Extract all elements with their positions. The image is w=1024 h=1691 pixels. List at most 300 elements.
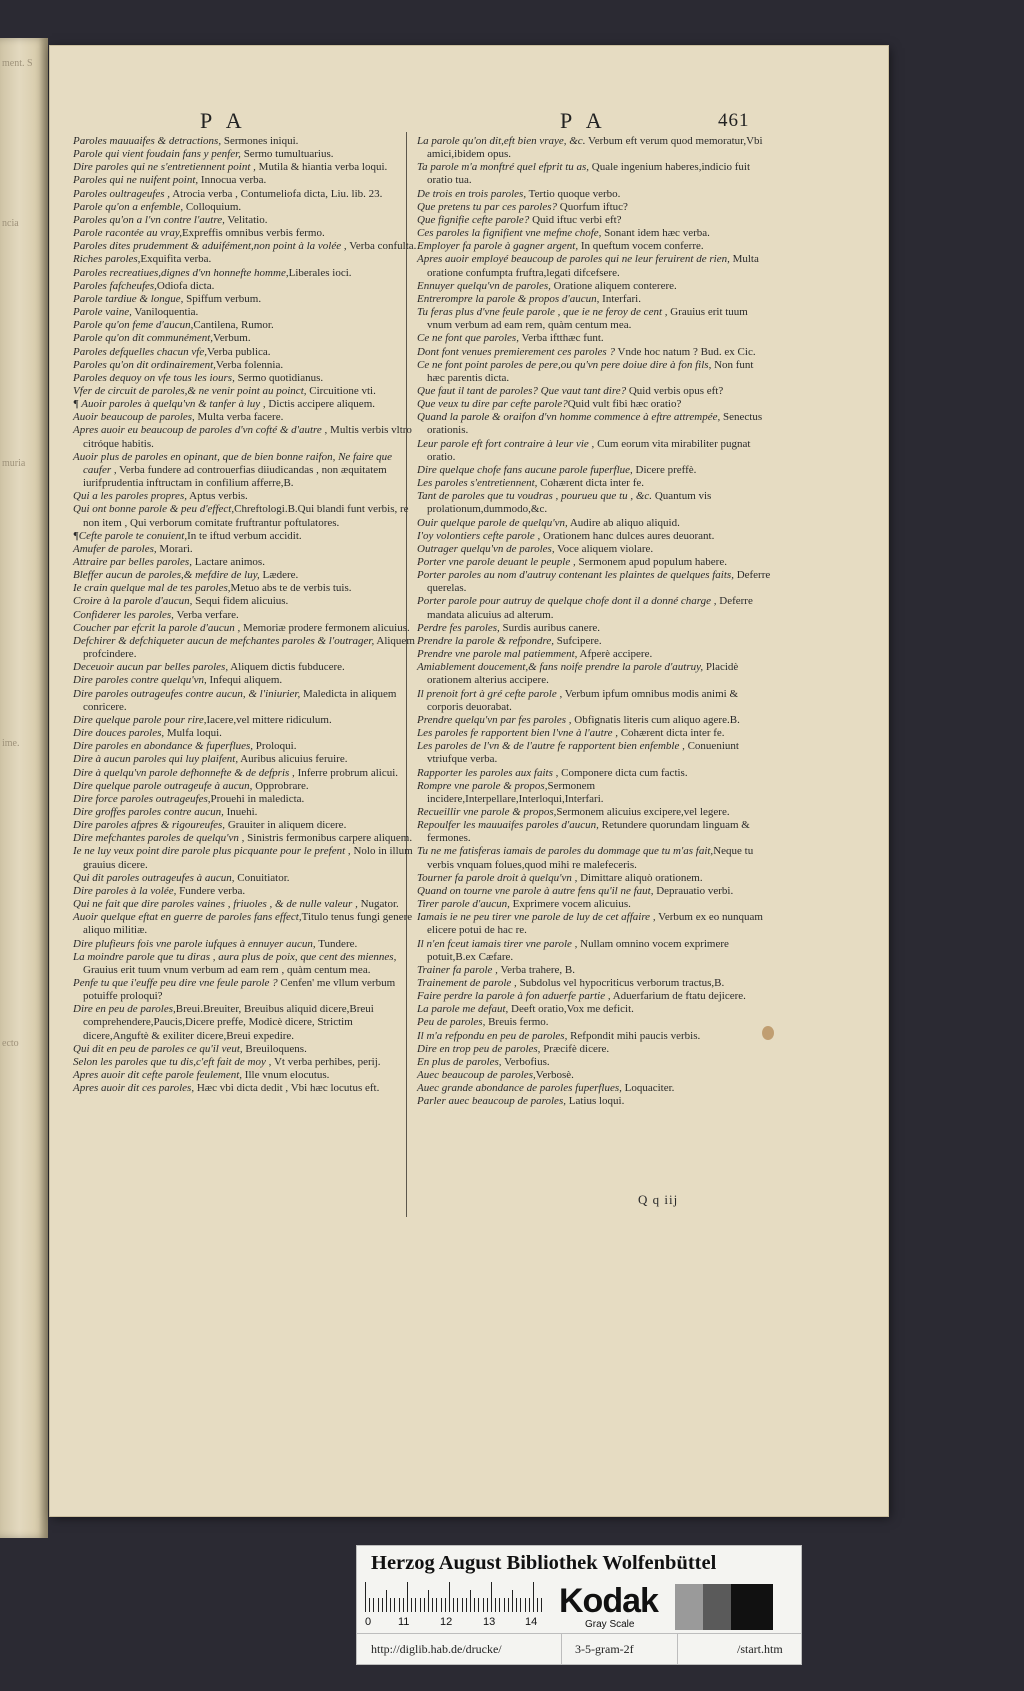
- latin-translation: Cohærent dicta inter fe.: [617, 727, 725, 740]
- dictionary-entry: [73, 1003, 420, 1042]
- latin-translation: Tundere.: [315, 937, 358, 950]
- french-phrase: Ta parole m'a monftré quel efprit tu as,: [417, 161, 590, 174]
- right-column: [417, 135, 772, 1109]
- dictionary-entry: [417, 517, 772, 530]
- latin-translation: Exquifita verba.: [140, 253, 212, 266]
- french-phrase: Deceuoir aucun par belles paroles,: [73, 661, 229, 674]
- dictionary-entry: [73, 332, 420, 345]
- latin-translation: Sermonem alicuius excipere,vel legere.: [556, 805, 730, 818]
- french-phrase: Ennuyer quelqu'vn de paroles,: [417, 279, 551, 292]
- french-phrase: Parole tardiue & longue,: [73, 292, 184, 305]
- french-phrase: Peu de paroles,: [417, 1016, 486, 1029]
- latin-translation: Aduerfarium de ftatu dejicere.: [610, 990, 746, 1003]
- ruler-tick: [525, 1598, 526, 1612]
- dictionary-entry: [417, 543, 772, 556]
- french-phrase: I'oy volontiers cefte parole ,: [417, 529, 541, 542]
- dictionary-entry: [417, 214, 772, 227]
- latin-translation: Prouehi in maledicta.: [210, 792, 305, 805]
- latin-translation: Sermonem incidere,Interpellare,Interloqui,Interfari.: [427, 779, 604, 805]
- french-phrase: Parole qui vient foudain fans y penfer,: [73, 148, 241, 161]
- latin-translation: Opprobrare.: [252, 779, 309, 792]
- latin-translation: Verbofius.: [501, 1055, 550, 1068]
- latin-translation: Mutila & hiantia verba loqui.: [255, 161, 388, 174]
- dictionary-entry: [417, 227, 772, 240]
- gray-swatch-mid: [703, 1584, 731, 1630]
- dictionary-entry: [73, 767, 420, 780]
- latin-translation: Neque tu verbis vnquam folues,quod mihi re malefeceris.: [427, 845, 754, 871]
- dictionary-entry: [417, 477, 772, 490]
- ruler-tick: [508, 1598, 509, 1612]
- french-phrase: Paroles oultrageufes ,: [73, 187, 171, 200]
- dictionary-entry: [73, 135, 420, 148]
- ruler-number: 0: [365, 1616, 372, 1628]
- dictionary-entry: [73, 359, 420, 372]
- dictionary-entry: [73, 582, 420, 595]
- latin-translation: Subdolus vel hypocriticus verborum tractus,B.: [516, 977, 725, 989]
- library-scan-card: [356, 1545, 802, 1665]
- latin-translation: Surdis auribus canere.: [499, 621, 600, 634]
- latin-translation: Quid iftuc verbi eft?: [529, 213, 622, 226]
- ruler-tick: [453, 1598, 454, 1612]
- french-phrase: Dire douces paroles,: [73, 727, 165, 740]
- ruler-tick: [436, 1598, 437, 1612]
- french-phrase: Parole qu'on feme d'aucun,: [73, 319, 194, 332]
- dictionary-entry: [417, 648, 772, 661]
- dictionary-entry: [73, 346, 420, 359]
- dictionary-entry: [417, 911, 772, 937]
- french-phrase: La moindre parole que tu diras , aura plus de poix, que cent des miennes,: [73, 950, 397, 963]
- latin-translation: Sonant idem hæc verba.: [601, 227, 710, 240]
- latin-translation: Afperè accipere.: [577, 648, 653, 661]
- french-phrase: Croire à la parole d'aucun,: [73, 595, 193, 608]
- dictionary-entry: [73, 727, 420, 740]
- latin-translation: Quid vult fibi hæc oratio?: [567, 398, 682, 411]
- dictionary-entry: [73, 898, 420, 911]
- dictionary-entry: [73, 306, 420, 319]
- french-phrase: Paroles dites prudemment & aduifément,non point à la volée ,: [73, 240, 347, 253]
- dictionary-entry: [417, 622, 772, 635]
- latin-translation: Placidè orationem alterius accipere.: [427, 661, 739, 687]
- french-phrase: Les paroles de l'vn & de l'autre fe rapportent bien enfemble ,: [417, 740, 685, 753]
- dictionary-entry: [417, 845, 772, 871]
- french-phrase: Perdre fes paroles,: [417, 621, 500, 634]
- french-phrase: Auoir beaucoup de paroles,: [73, 411, 195, 424]
- french-phrase: Dire force paroles outrageufes,: [73, 792, 211, 805]
- start-link: /start.htm: [737, 1642, 783, 1656]
- ruler-tick: [533, 1582, 534, 1612]
- dictionary-entry: [73, 214, 420, 227]
- french-phrase: Ces paroles la fignifient vne mefme chofe,: [417, 227, 602, 240]
- latin-translation: Spiffum verbum.: [183, 292, 262, 305]
- dictionary-entry: [417, 1016, 772, 1029]
- french-phrase: Tirer parole d'aucun,: [417, 898, 510, 911]
- dictionary-entry: [73, 609, 420, 622]
- ruler-tick: [470, 1590, 471, 1612]
- ruler-tick: [495, 1598, 496, 1612]
- latin-translation: Iacere,vel mittere ridiculum.: [206, 713, 332, 726]
- dictionary-entry: [417, 688, 772, 714]
- ruler-tick: [411, 1598, 412, 1612]
- ruler-tick: [449, 1582, 450, 1612]
- dictionary-entry: [417, 490, 772, 516]
- latin-translation: Tertio quoque verbo.: [526, 187, 621, 200]
- dictionary-entry: [73, 372, 420, 385]
- french-phrase: Vfer de circuit de paroles,& ne venir point au poinct,: [73, 384, 307, 397]
- latin-translation: Innocua verba.: [198, 174, 267, 187]
- dictionary-entry: [73, 543, 420, 556]
- french-phrase: Qui ont bonne parole & peu d'effect,: [73, 503, 235, 516]
- ruler-tick: [520, 1598, 521, 1612]
- dictionary-entry: [73, 240, 420, 253]
- french-phrase: Outrager quelqu'vn de paroles,: [417, 542, 555, 555]
- french-phrase: Apres auoir dit cefte parole feulement,: [73, 1069, 243, 1082]
- french-phrase: Paroles qu'on a l'vn contre l'autre,: [73, 213, 225, 226]
- dictionary-entry: [73, 911, 420, 937]
- latin-translation: Proloqui.: [253, 740, 297, 753]
- french-phrase: Que pretens tu par ces paroles?: [417, 200, 558, 213]
- ruler-tick: [504, 1598, 505, 1612]
- french-phrase: Dire quelque parole pour rire,: [73, 713, 207, 726]
- latin-translation: Auribus alicuius feruire.: [238, 753, 348, 766]
- dictionary-entry: [417, 359, 772, 385]
- dictionary-entry: [417, 780, 772, 806]
- latin-translation: Breui.Breuiter, Breuibus aliquid dicere,Breui comprehendere,Paucis,Dicere preffe, Modicè dicere, Strictim dicere,Anguftè & exiliter dicere,Breui expedire.: [83, 1003, 374, 1042]
- french-phrase: Ce ne font point paroles de pere,ou qu'vn pere doiue dire à fon fils,: [417, 358, 712, 371]
- gray-swatch-light: [675, 1584, 703, 1630]
- dictionary-entry: [417, 661, 772, 687]
- dictionary-entry: [417, 714, 772, 727]
- dictionary-entry: [417, 464, 772, 477]
- french-phrase: Les paroles fe rapportent bien l'vne à l'autre ,: [417, 727, 618, 740]
- latin-translation: Hæc vbi dicta dedit , Vbi hæc locutus eft.: [194, 1082, 380, 1095]
- latin-translation: Senectus orationis.: [427, 411, 763, 437]
- latin-translation: Fundere verba.: [176, 884, 246, 897]
- french-phrase: Dire quelque parole outrageufe à aucun,: [73, 779, 253, 792]
- dictionary-entry: [73, 635, 420, 661]
- gray-scale-label: Gray Scale: [585, 1619, 635, 1630]
- ruler-number: 13: [483, 1616, 496, 1628]
- latin-translation: Metuo abs te de verbis tuis.: [230, 582, 352, 595]
- latin-translation: Chreftologi.B.Qui blandi funt verbis, re non item , Qui verborum comitate fruftrantur poftulatores.: [83, 503, 409, 529]
- latin-translation: Cohærent dicta inter fe.: [537, 477, 644, 490]
- french-phrase: Porter parole pour autruy de quelque chofe dont il a donné charge ,: [417, 595, 717, 608]
- french-phrase: En plus de paroles,: [417, 1055, 502, 1068]
- card-divider: [357, 1633, 801, 1634]
- dictionary-entry: [417, 740, 772, 766]
- french-phrase: Defchirer & defchiqueter aucun de mefchantes paroles & l'outrager,: [73, 634, 375, 647]
- latin-translation: Verba trahere, B.: [497, 963, 575, 976]
- latin-translation: Aliquem profcindere.: [83, 634, 415, 661]
- french-phrase: Apres auoir dit ces paroles,: [73, 1082, 195, 1095]
- ruler-tick: [399, 1598, 400, 1612]
- french-phrase: Qui a les paroles propres,: [73, 490, 187, 503]
- dictionary-entry: [73, 938, 420, 951]
- french-phrase: Auec beaucoup de paroles,: [417, 1069, 536, 1082]
- french-phrase: Paroles mauuaifes & detractions,: [73, 135, 222, 147]
- french-phrase: Faire perdre la parole à fon aduerfe partie ,: [417, 990, 611, 1003]
- french-phrase: Ce ne font que paroles,: [417, 332, 519, 345]
- ruler-number: 14: [525, 1616, 538, 1628]
- french-phrase: Il n'en fceut iamais tirer vne parole ,: [417, 937, 578, 950]
- french-phrase: Dire en peu de paroles,: [73, 1003, 176, 1016]
- latin-translation: Verba publica.: [207, 345, 271, 358]
- ruler-tick: [491, 1582, 492, 1612]
- french-phrase: Que fignifie cefte parole?: [417, 213, 530, 226]
- dictionary-entry: [417, 806, 772, 819]
- french-phrase: Dire groffes paroles contre aucun,: [73, 805, 224, 818]
- ruler-tick: [466, 1598, 467, 1612]
- latin-translation: Obfignatis literis cum aliquo agere.B.: [571, 713, 740, 726]
- latin-translation: Multa verba facere.: [194, 411, 284, 424]
- dictionary-entry: [73, 385, 420, 398]
- ruler-tick: [415, 1598, 416, 1612]
- dictionary-entry: [73, 688, 420, 714]
- left-column: [73, 135, 420, 1095]
- dictionary-entry: [417, 135, 772, 161]
- dictionary-entry: [73, 280, 420, 293]
- ruler-tick: [407, 1582, 408, 1612]
- latin-translation: Deferre querelas.: [427, 569, 771, 595]
- dictionary-entry: [73, 819, 420, 832]
- french-phrase: Amiablement doucement,& fans noife prendre la parole d'autruy,: [417, 661, 704, 674]
- latin-translation: Inuehi.: [223, 805, 258, 818]
- french-phrase: Qui dit paroles outrageufes à aucun,: [73, 871, 235, 884]
- french-phrase: Trainer fa parole ,: [417, 963, 498, 976]
- latin-translation: Non funt hæc parentis dicta.: [427, 358, 754, 384]
- dictionary-entry: [73, 1043, 420, 1056]
- latin-translation: Deferre mandata alicuius ad alterum.: [427, 595, 753, 621]
- dictionary-entry: [417, 1082, 772, 1095]
- french-phrase: Entrerompre la parole & propos d'aucun,: [417, 292, 600, 305]
- ruler-tick: [373, 1598, 374, 1612]
- dictionary-entry: [417, 306, 772, 332]
- french-phrase: Dire paroles à la volée,: [73, 884, 177, 897]
- dictionary-entry: [417, 635, 772, 648]
- latin-translation: Atrocia verba , Contumeliofa dicta, Liu. lib. 23.: [170, 187, 383, 200]
- latin-translation: Quale ingenium haberes,indicio fuit oratio tua.: [427, 161, 751, 187]
- right-running-head: P A: [560, 108, 607, 133]
- left-running-head: P A: [200, 108, 247, 133]
- dictionary-entry: [417, 1069, 772, 1082]
- dictionary-entry: [73, 1069, 420, 1082]
- latin-translation: Sufcipere.: [553, 634, 602, 647]
- french-phrase: Les paroles s'entretiennent,: [417, 477, 538, 490]
- french-phrase: Amufer de paroles,: [73, 542, 157, 555]
- shelfmark: 3-5-gram-2f: [575, 1642, 634, 1656]
- dictionary-entry: [73, 622, 420, 635]
- dictionary-entry: [417, 885, 772, 898]
- french-phrase: Penfe tu que i'euffe peu dire vne feule parole ?: [73, 977, 278, 989]
- ruler-tick: [428, 1590, 429, 1612]
- french-phrase: Dire paroles outrageufes contre aucun, & l'iniurier,: [73, 687, 301, 700]
- dictionary-entry: [73, 832, 420, 845]
- dictionary-entry: [73, 201, 420, 214]
- latin-translation: Verba iftthæc funt.: [518, 332, 604, 345]
- french-phrase: Parole racontée au vray,: [73, 227, 182, 240]
- latin-translation: Deeft oratio,Vox me deficit.: [508, 1003, 634, 1016]
- dictionary-entry: [417, 1003, 772, 1016]
- latin-translation: Grauius erit tuum vnum verbum ad eam rem , quàm centum mea.: [83, 963, 371, 976]
- french-phrase: Parole qu'on a enfemble,: [73, 200, 184, 213]
- latin-translation: Verbum ex eo nunquam elicere potui de hac re.: [427, 911, 763, 937]
- latin-translation: Orationem hanc dulces aures deuorant.: [540, 529, 715, 542]
- latin-translation: In te iftud verbum accidit.: [187, 529, 302, 542]
- dictionary-entry: [73, 661, 420, 674]
- dictionary-entry: [417, 293, 772, 306]
- french-phrase: Auoir plus de paroles en opinant, que de bien bonne raifon, Ne faire que caufer ,: [73, 450, 393, 476]
- french-phrase: Riches paroles,: [73, 253, 141, 266]
- french-phrase: Tu feras plus d'vne feule parole , que ie ne feroy de cent ,: [417, 306, 668, 319]
- dictionary-entry: [73, 569, 420, 582]
- dictionary-entry: [417, 188, 772, 201]
- french-phrase: Dire à aucun paroles qui luy plaifent,: [73, 753, 239, 766]
- dictionary-entry: [73, 411, 420, 424]
- latin-translation: Aliquem dictis fubducere.: [228, 661, 345, 674]
- french-phrase: Dire paroles qui ne s'entretiennent point ,: [73, 161, 256, 174]
- dictionary-entry: [417, 556, 772, 569]
- latin-translation: Morari.: [156, 542, 193, 555]
- french-phrase: Dire à quelqu'vn parole defhonnefte & de defpris ,: [73, 766, 295, 779]
- dictionary-entry: [417, 332, 772, 345]
- french-phrase: Apres auoir eu beaucoup de paroles d'vn cofté & d'autre ,: [73, 424, 328, 437]
- latin-translation: Latius loqui.: [565, 1095, 625, 1108]
- french-phrase: Paroles dequoy on vfe tous les iours,: [73, 371, 235, 384]
- french-phrase: Bleffer aucun de paroles,& mefdire de luy,: [73, 569, 260, 582]
- french-phrase: Trainement de parole ,: [417, 977, 517, 989]
- french-phrase: Prendre vne parole mal patiemment,: [417, 648, 578, 661]
- latin-translation: Conuitiator.: [234, 871, 290, 884]
- latin-translation: Quid verbis opus eft?: [626, 384, 724, 397]
- latin-translation: Infequi aliquem.: [206, 674, 283, 687]
- dictionary-entry: [73, 503, 420, 529]
- french-phrase: Paroles qui ne nuifent point,: [73, 174, 199, 187]
- french-phrase: Employer fa parole à gagner argent,: [417, 240, 579, 253]
- ruler-tick: [441, 1598, 442, 1612]
- french-phrase: Repoulfer les mauuaifes paroles d'aucun,: [417, 819, 599, 832]
- french-phrase: Leur parole eft fort contraire à leur vie ,: [417, 437, 595, 450]
- french-phrase: Dire paroles contre quelqu'vn,: [73, 674, 207, 687]
- latin-translation: Dictis accipere aliquem.: [265, 398, 375, 411]
- dictionary-entry: [73, 714, 420, 727]
- latin-translation: Ille vnum elocutus.: [242, 1069, 330, 1082]
- latin-translation: Sermonem apud populum habere.: [575, 556, 727, 568]
- ruler-tick: [378, 1598, 379, 1612]
- french-phrase: Ie crain quelque mal de tes paroles,: [73, 582, 231, 595]
- dictionary-entry: [417, 398, 772, 411]
- ruler-tick: [432, 1598, 433, 1612]
- ruler-tick: [541, 1598, 542, 1612]
- ruler-tick: [529, 1598, 530, 1612]
- latin-translation: Inferre probrum alicui.: [294, 766, 399, 779]
- latin-translation: Odiofa dicta.: [156, 279, 215, 292]
- latin-translation: Memoriæ prodere fermonem alicuius.: [240, 621, 410, 634]
- latin-translation: Dimittare aliquò orationem.: [577, 871, 703, 884]
- french-phrase: Il m'a refpondu en peu de paroles,: [417, 1029, 568, 1042]
- french-phrase: Il prenoit fort à gré cefte parole ,: [417, 687, 563, 700]
- latin-translation: Voce aliquem violare.: [554, 542, 654, 555]
- ruler-tick: [512, 1590, 513, 1612]
- dictionary-entry: [73, 753, 420, 766]
- dictionary-entry: [73, 674, 420, 687]
- french-phrase: Dire plufieurs fois vne parole iufques à ennuyer aucun,: [73, 937, 316, 950]
- dictionary-entry: [417, 767, 772, 780]
- latin-translation: Retundere quorundam linguam & fermones.: [427, 819, 750, 845]
- latin-translation: Cum eorum vita mirabiliter pugnat oratio.: [427, 437, 751, 463]
- dictionary-entry: [417, 727, 772, 740]
- adjacent-page-edge: ment. S ncia muria ime. ecto: [0, 38, 48, 1538]
- book-page: [50, 46, 888, 1516]
- dictionary-entry: [73, 530, 420, 543]
- french-phrase: Dont font venues premierement ces paroles ?: [417, 345, 615, 358]
- page-number: 461: [718, 110, 750, 131]
- latin-translation: Verbum.: [213, 332, 251, 345]
- dictionary-entry: [417, 280, 772, 293]
- french-phrase: Dire quelque chofe fans aucune parole fuperflue,: [417, 463, 633, 476]
- french-phrase: Dire paroles en abondance & fuperflues,: [73, 740, 254, 753]
- latin-translation: Sinistris fermonibus carpere aliquem.: [244, 832, 413, 845]
- french-phrase: La parole qu'on dit,eft bien vraye, &c.: [417, 135, 586, 147]
- latin-translation: Verbum ipfum omnibus modis animi & corporis deuorabat.: [427, 687, 739, 713]
- dictionary-entry: [73, 174, 420, 187]
- latin-translation: Vaniloquentia.: [131, 306, 199, 319]
- dictionary-entry: [417, 1095, 772, 1108]
- french-phrase: Prendre la parole & refpondre,: [417, 634, 554, 647]
- french-phrase: Auec grande abondance de paroles fuperflues,: [417, 1082, 622, 1095]
- french-phrase: Confiderer les paroles,: [73, 608, 174, 621]
- french-phrase: Apres auoir employé beaucoup de paroles qui ne leur feruirent de rien,: [417, 253, 730, 266]
- french-phrase: Quand on tourne vne parole à autre fens qu'il ne faut,: [417, 884, 654, 897]
- ruler-tick: [478, 1598, 479, 1612]
- library-name: Herzog August Bibliothek Wolfenbüttel: [371, 1552, 717, 1574]
- dictionary-entry: [73, 319, 420, 332]
- latin-translation: Componere dicta cum factis.: [558, 766, 688, 779]
- dictionary-entry: [73, 595, 420, 608]
- french-phrase: Prendre quelqu'vn par fes paroles ,: [417, 713, 572, 726]
- dictionary-entry: [417, 898, 772, 911]
- latin-translation: Grauius erit tuum vnum verbum ad eam rem, quàm centum mea.: [427, 306, 748, 332]
- latin-translation: Verbosè.: [535, 1069, 574, 1082]
- latin-translation: Maledicta in aliquem conricere.: [83, 687, 397, 713]
- gray-swatch-dark: [731, 1584, 773, 1630]
- dictionary-entry: [73, 424, 420, 450]
- card-cell-divider: [561, 1633, 562, 1664]
- ruler-tick: [457, 1598, 458, 1612]
- dictionary-entry: [417, 938, 772, 964]
- french-phrase: Porter paroles au nom d'autruy contenant les plaintes de quelques faits,: [417, 569, 734, 582]
- dictionary-entry: [417, 240, 772, 253]
- dictionary-entry: [417, 872, 772, 885]
- ruler-tick: [537, 1598, 538, 1612]
- french-phrase: Qui dit en peu de paroles ce qu'il veut,: [73, 1042, 243, 1055]
- latin-translation: Vnde hoc natum ? Bud. ex Cic.: [614, 345, 756, 358]
- french-phrase: Coucher par efcrit la parole d'aucun ,: [73, 621, 241, 634]
- latin-translation: Aptus verbis.: [186, 490, 248, 503]
- french-phrase: Ouir quelque parole de quelqu'vn,: [417, 516, 568, 529]
- latin-translation: Cenfen' me vllum verbum potuiffe proloqui?: [83, 977, 396, 1003]
- french-phrase: Paroles fafcheufes,: [73, 279, 157, 292]
- french-phrase: Porter vne parole deuant le peuple ,: [417, 556, 576, 568]
- dictionary-entry: [417, 253, 772, 279]
- french-phrase: Dire paroles afpres & rigoureufes,: [73, 819, 226, 832]
- latin-translation: Præcifè dicere.: [540, 1042, 610, 1055]
- dictionary-entry: [417, 1030, 772, 1043]
- french-phrase: Tourner fa parole droit à quelqu'vn ,: [417, 871, 578, 884]
- latin-translation: Sermo quotidianus.: [234, 371, 324, 384]
- latin-translation: Titulo tenus fungi genere aliquo militiæ.: [83, 911, 413, 937]
- dictionary-entry: [417, 569, 772, 595]
- dictionary-entry: [417, 595, 772, 621]
- dictionary-entry: [73, 740, 420, 753]
